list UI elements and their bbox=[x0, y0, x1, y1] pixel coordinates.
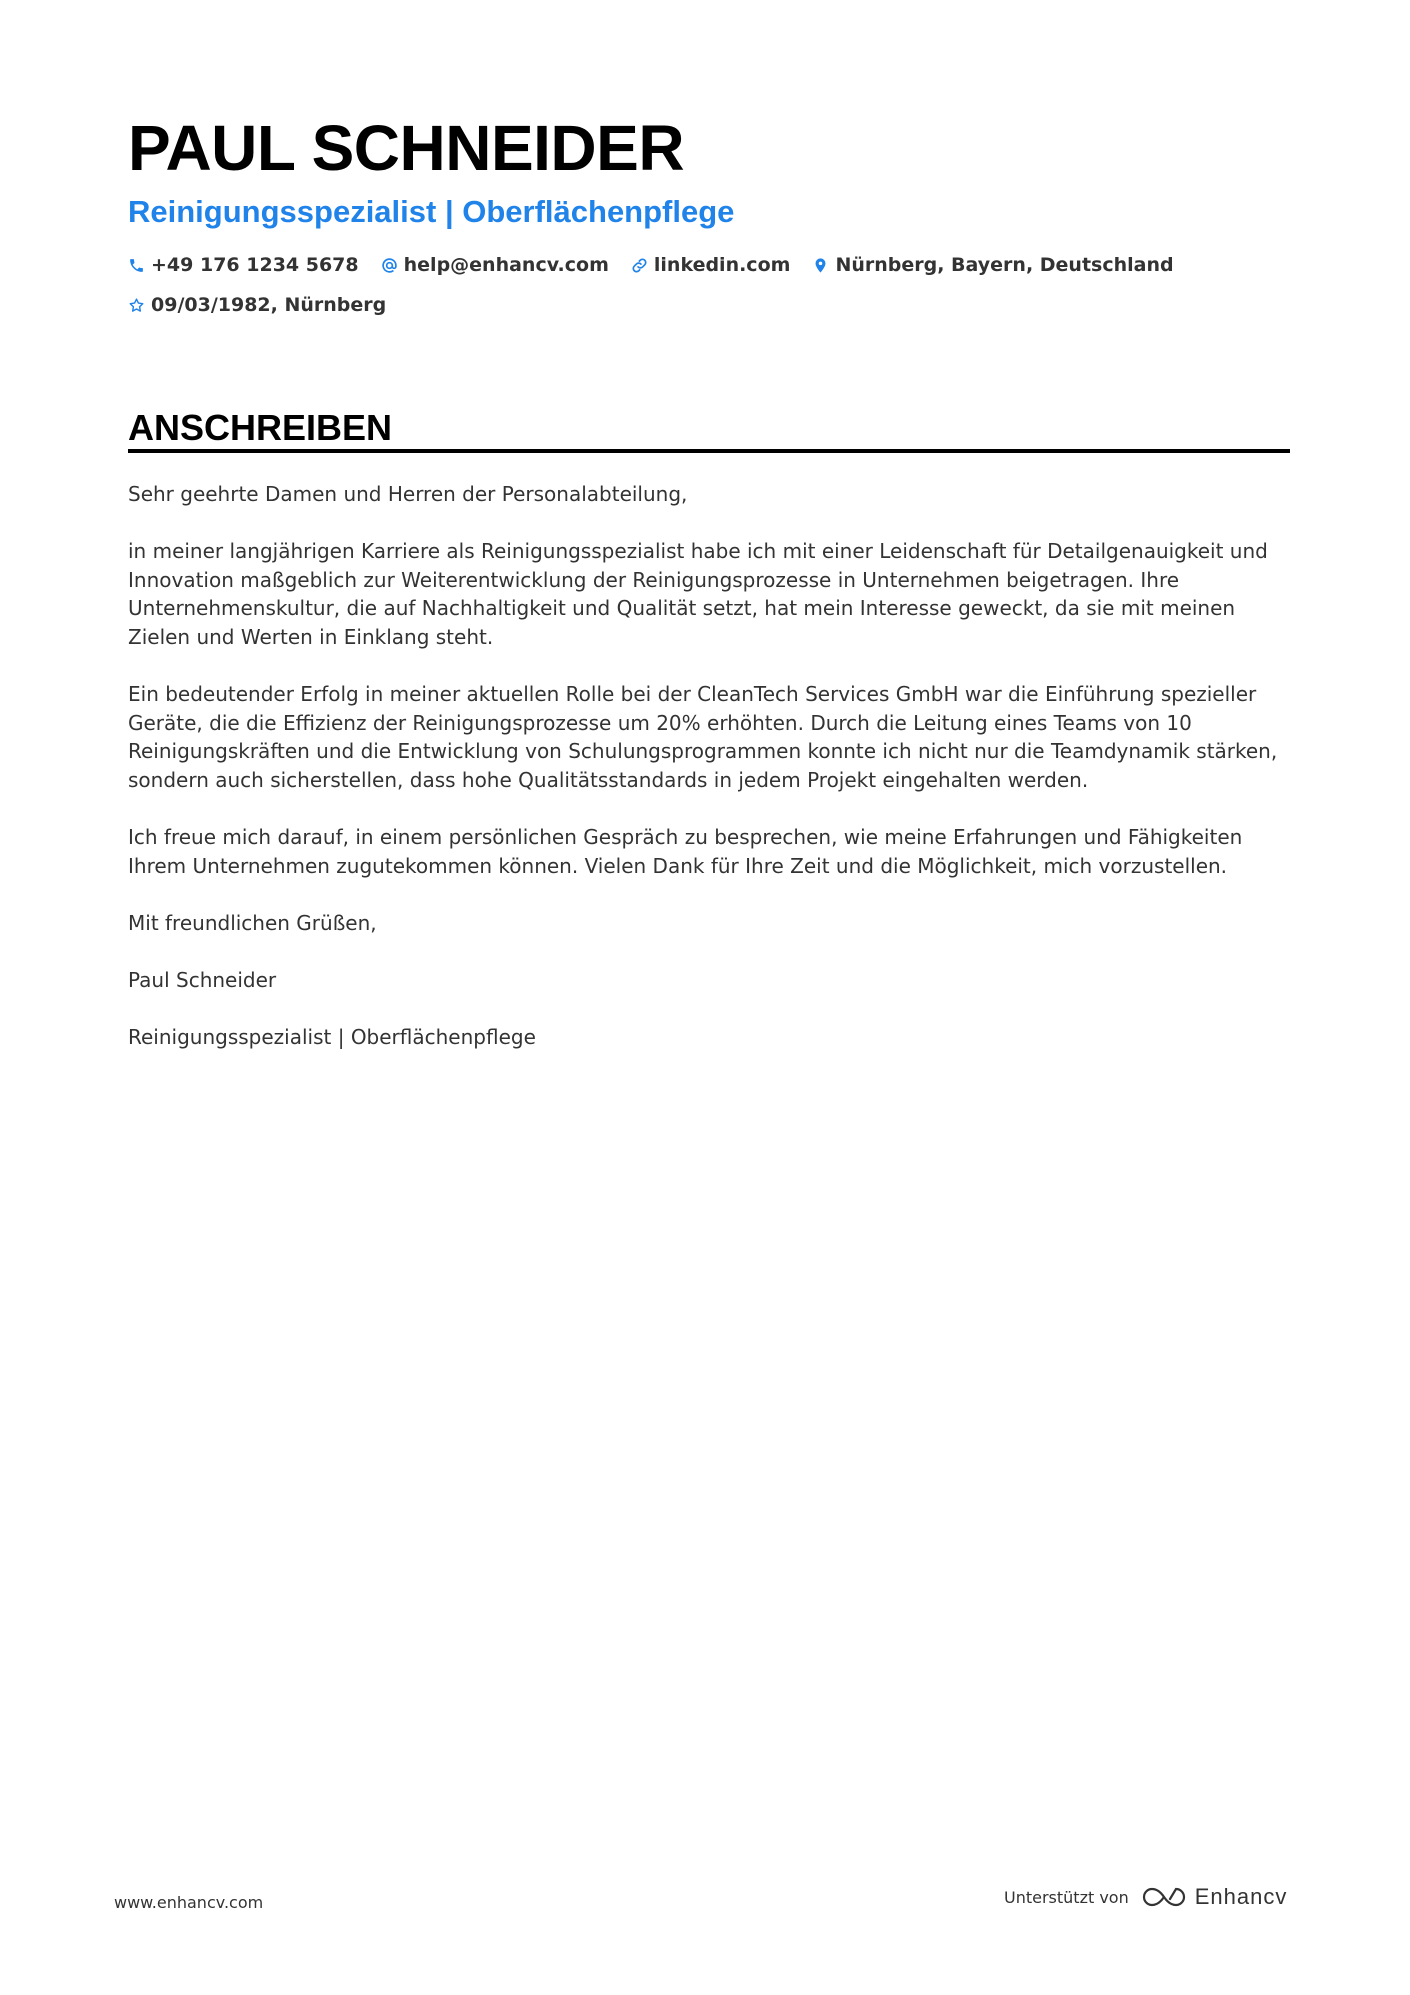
footer-branding bbox=[1004, 1884, 1287, 1910]
infinity-logo-icon bbox=[1141, 1885, 1187, 1909]
location-text: Nürnberg, Bayern, Deutschland bbox=[835, 254, 1174, 276]
linkedin-text[interactable]: linkedin.com bbox=[653, 254, 791, 276]
link-icon bbox=[631, 257, 654, 274]
letter-body bbox=[128, 480, 1288, 1080]
footer-website[interactable]: www.enhancv.com bbox=[114, 1893, 264, 1912]
contact-email[interactable] bbox=[381, 254, 609, 276]
contact-birth bbox=[128, 294, 386, 316]
star-icon bbox=[128, 297, 151, 314]
letter-salutation: Sehr geehrte Damen und Herren der Personalabteilung, bbox=[128, 482, 688, 506]
letter-paragraph: Ein bedeutender Erfolg in meiner aktuellen Rolle bei der CleanTech Services GmbH war die Einführung spezieller Geräte, die die Effizienz der Reinigungsprozesse um 20% erhöhten. Durch die Leitung eines Teams von 10 Reinigungskräften und die Entwicklung von Schulungsprogrammen konnte ich nicht nur die Teamdynamik stärken, sondern auch sicherstellen, dass hohe Qualitätsstandards in jedem Projekt eingehalten werden. bbox=[128, 682, 1278, 792]
signature-name: Paul Schneider bbox=[128, 968, 277, 993]
section-divider bbox=[128, 449, 1290, 453]
at-icon bbox=[381, 257, 404, 274]
contact-phone bbox=[128, 254, 359, 276]
signature-title: Reinigungsspezialist | Oberflächenpflege bbox=[128, 1025, 536, 1050]
contact-row bbox=[128, 254, 1196, 276]
letter-paragraph: Ich freue mich darauf, in einem persönlichen Gespräch zu besprechen, wie meine Erfahrungen und Fähigkeiten Ihrem Unternehmen zugutekommen können. Vielen Dank für Ihre Zeit und die Möglichkeit, mich vorzustellen. bbox=[128, 825, 1243, 878]
phone-text: +49 176 1234 5678 bbox=[151, 254, 359, 276]
contact-location bbox=[812, 254, 1173, 276]
candidate-name: PAUL SCHNEIDER bbox=[128, 112, 685, 184]
enhancv-brand-text: Enhancv bbox=[1194, 1884, 1288, 1909]
enhancv-logo[interactable] bbox=[1141, 1884, 1288, 1910]
letter-paragraph: in meiner langjährigen Karriere als Reinigungsspezialist habe ich mit einer Leidenschaft für Detailgenauigkeit und Innovation maßgeblich zur Weiterentwicklung der Reinigungsprozesse in Unternehmen beigetragen. Ihre Unternehmenskultur, die auf Nachhaltigkeit und Qualität setzt, hat mein Interesse geweckt, da sie mit meinen Zielen und Werten in Einklang steht. bbox=[128, 539, 1268, 649]
contact-linkedin[interactable] bbox=[631, 254, 791, 276]
candidate-role: Reinigungsspezialist | Oberflächenpflege bbox=[128, 194, 735, 229]
phone-icon bbox=[128, 257, 151, 274]
powered-by-text: Unterstützt von bbox=[1004, 1887, 1129, 1907]
birth-text: 09/03/1982, Nürnberg bbox=[151, 294, 387, 316]
location-pin-icon bbox=[812, 257, 835, 274]
email-text[interactable]: help@enhancv.com bbox=[403, 254, 609, 276]
section-title: ANSCHREIBEN bbox=[128, 407, 393, 448]
contact-row-secondary bbox=[128, 294, 408, 316]
letter-closing: Mit freundlichen Grüßen, bbox=[128, 910, 377, 935]
